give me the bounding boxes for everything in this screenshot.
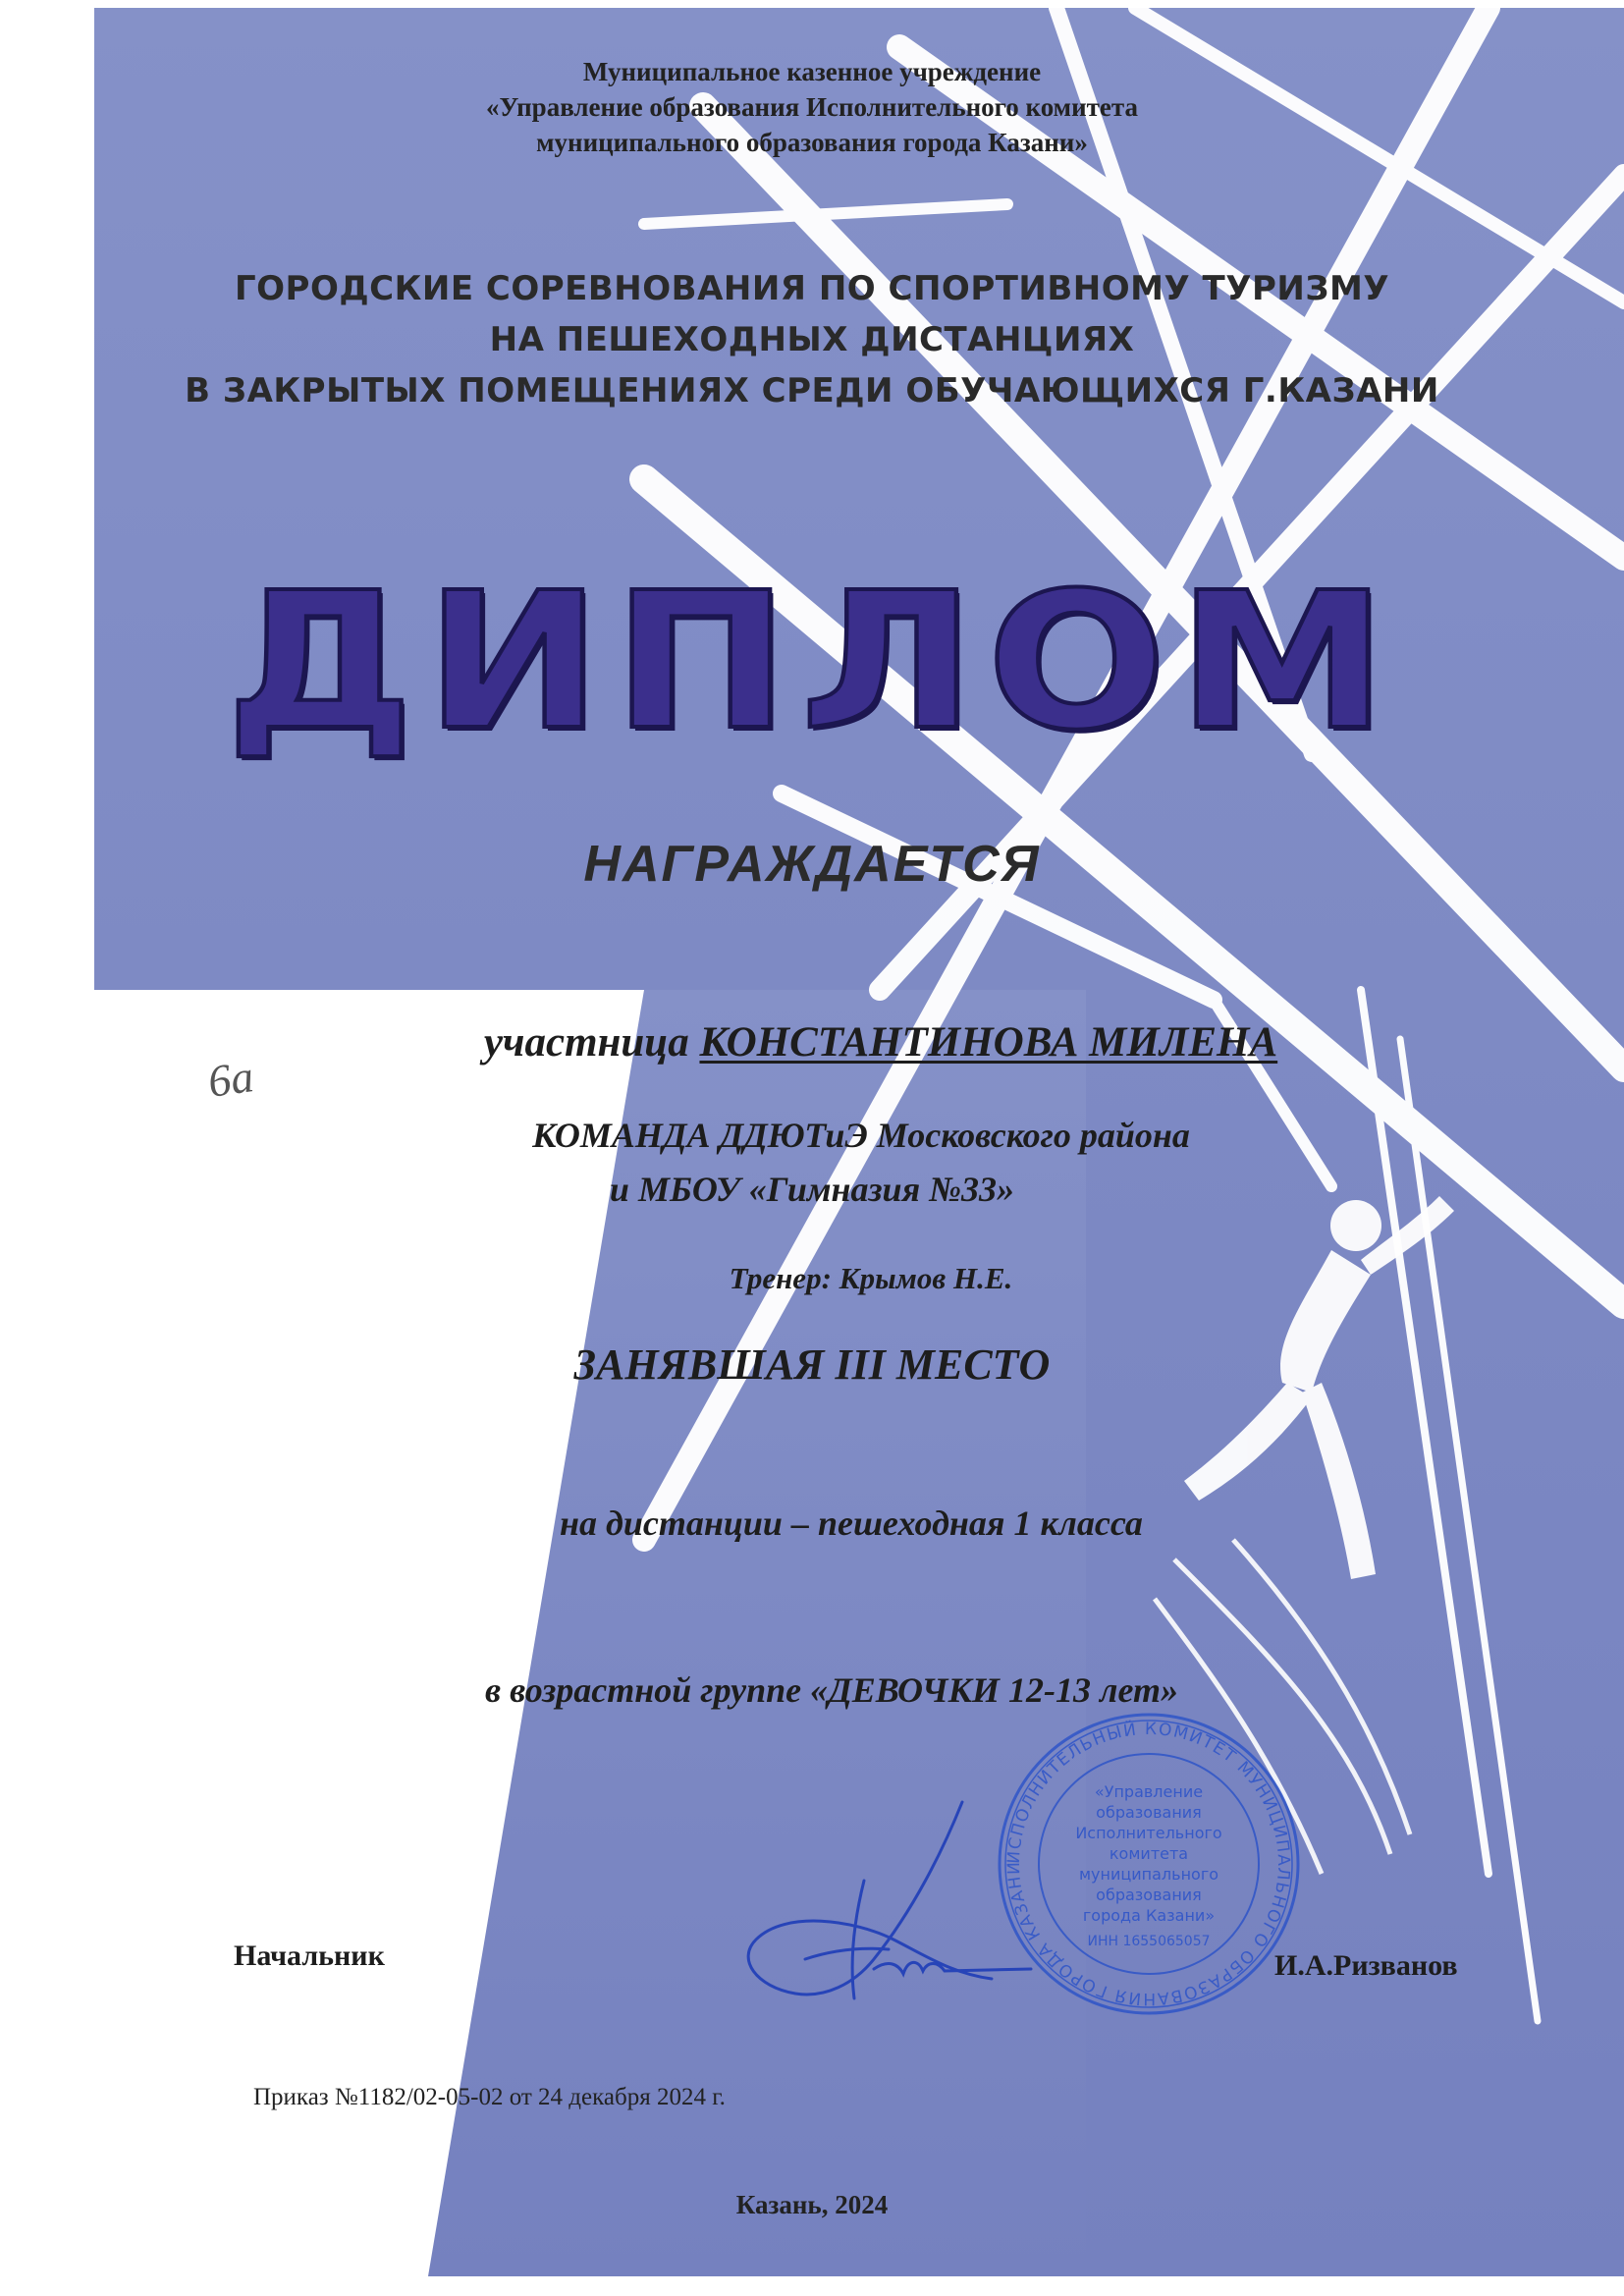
svg-text:образования: образования — [1096, 1886, 1202, 1904]
distance-line: на дистанции – пешеходная 1 класса — [560, 1503, 1143, 1543]
organization-line-2: «Управление образования Исполнительного комитета — [486, 92, 1138, 122]
organization-line-3: муниципального образования города Казани» — [536, 128, 1088, 157]
svg-text:муниципального: муниципального — [1078, 1865, 1219, 1884]
handwritten-class-note: 6а — [204, 1051, 257, 1107]
svg-text:Исполнительного: Исполнительного — [1075, 1824, 1222, 1842]
event-title-line-1: ГОРОДСКИЕ СОРЕВНОВАНИЯ ПО СПОРТИВНОМУ ТУРИЗМУ — [234, 269, 1390, 308]
place-line: ЗАНЯВШАЯ III МЕСТО — [573, 1340, 1051, 1389]
svg-text:«Управление: «Управление — [1094, 1782, 1204, 1801]
participant-prefix: участница — [483, 1019, 689, 1066]
svg-text:города Казани»: города Казани» — [1082, 1906, 1216, 1925]
event-title-line-3: В ЗАКРЫТЫХ ПОМЕЩЕНИЯХ СРЕДИ ОБУЧАЮЩИХСЯ Г.КАЗАНИ — [185, 371, 1439, 410]
svg-text:ИНН 1655065057: ИНН 1655065057 — [1087, 1934, 1211, 1949]
svg-text:ИСПОЛНИТЕЛЬНЫЙ КОМИТЕТ МУНИЦИП: ИСПОЛНИТЕЛЬНЫЙ КОМИТЕТ МУНИЦИПАЛЬНОГО ОБРАЗОВАНИЯ ГОРОДА КАЗАНИ — [1003, 1719, 1294, 2009]
svg-text:образования: образования — [1096, 1803, 1202, 1822]
official-stamp — [992, 1707, 1306, 2021]
team-line-2: и МБОУ «Гимназия №33» — [609, 1170, 1015, 1209]
age-group-line: в возрастной группе «ДЕВОЧКИ 12-13 лет» — [485, 1670, 1178, 1710]
city-year: Казань, 2024 — [735, 2190, 889, 2219]
coach-line: Тренер: Крымов Н.Е. — [729, 1261, 1013, 1295]
organization-line-1: Муниципальное казенное учреждение — [582, 57, 1042, 86]
signer-position: Начальник — [234, 1940, 385, 1972]
team-line-1: КОМАНДА ДДЮТиЭ Московского района — [532, 1116, 1190, 1155]
order-reference: Приказ №1182/02-05-02 от 24 декабря 2024 г. — [253, 2084, 726, 2110]
participant-line — [69, 1017, 1624, 1068]
signer-name: И.А.Ризванов — [1274, 1949, 1458, 1982]
svg-text:комитета: комитета — [1109, 1844, 1189, 1863]
awarded-label: НАГРАЖДАЕТСЯ — [583, 836, 1041, 893]
event-title-line-2: НА ПЕШЕХОДНЫХ ДИСТАНЦИЯХ — [489, 320, 1135, 359]
participant-name: КОНСТАНТИНОВА МИЛЕНА — [699, 1019, 1278, 1066]
diploma-title: ДИПЛОМ — [225, 553, 1399, 772]
